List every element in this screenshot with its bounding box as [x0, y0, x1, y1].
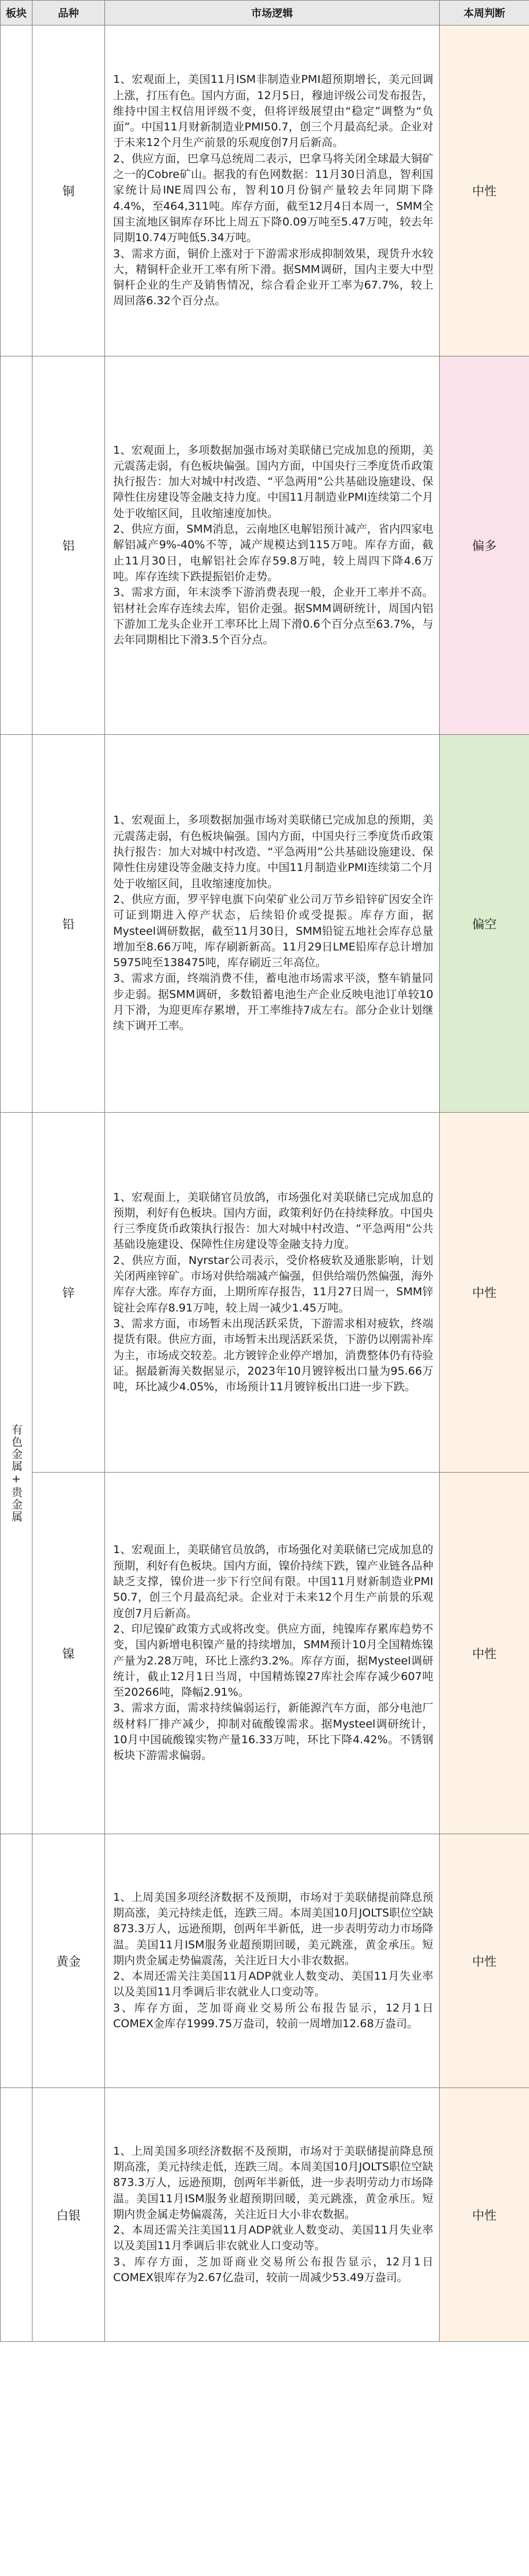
- table-row: [1, 735, 529, 1113]
- judgment-cell: 中性: [440, 1113, 529, 1473]
- judgment-cell: 中性: [440, 2088, 529, 2342]
- logic-paragraph: 1、宏观面上，多项数据加强市场对美联储已完成加息的预期，美元震荡走弱，有色板块偏强。国内方面，中国央行三季度货币政策执行报告：加大对城中村改造、“平急两用”公共基础设施建设、保障性住房建设等金融支持力度。中国11月制造业PMI连续第二个月处于收缩区间，且收缩速度加快。: [113, 814, 433, 890]
- header-block: 板块: [1, 1, 32, 25]
- variety-cell: 镍: [32, 1473, 105, 1834]
- block-empty-cell: [1, 735, 32, 1113]
- logic-paragraph: 2、本周还需关注美国11月ADP就业人数变动、美国11月失业率以及美国11月季调后非农就业人口变动等。: [113, 2224, 433, 2253]
- judgment-cell: 中性: [440, 1834, 529, 2088]
- logic-paragraph: 2、供应方面，Nyrstar公司表示，受价格疲软及通胀影响，计划关闭两座锌矿。市场对供给端减产偏强，但供给端仍然偏强，海外库存大涨。库存方面，上期所库存报告，11月27日周一，SMM锌锭社会库存8.91万吨，较上周一减少1.45万吨。: [113, 1254, 433, 1314]
- judgment-cell: 偏多: [440, 356, 529, 735]
- logic-paragraph: 2、供应方面，SMM消息，云南地区电解铝预计减产，省内四家电解铝减产9%-40%不等，减产规模达到115万吨。库存方面，截止11月30日，电解铝社会库存59.8万吨，较上周四下降4.6万吨。库存连续下跌提振铝价走势。: [113, 523, 433, 583]
- variety-cell: 白银: [32, 2088, 105, 2342]
- judgment-cell: 中性: [440, 1473, 529, 1834]
- table-row: [1, 1473, 529, 1834]
- logic-cell: [105, 1834, 440, 2088]
- table-row: [1, 2088, 529, 2342]
- logic-paragraph: 3、需求方面，铜价上涨对于下游需求形成抑制效果，现货升水较大，精铜杆企业开工率有所下滑。据SMM调研，国内主要大中型铜杆企业的生产及销售情况，综合看企业开工率为67.7%，较上周回落6.32个百分点。: [113, 247, 433, 308]
- variety-cell: 铅: [32, 735, 105, 1113]
- logic-paragraph: 3、需求方面，终端消费不佳，蓄电池市场需求平淡，整车销量同步走弱。据SMM调研，多数铅蓄电池生产企业反映电池订单较10月下滑，为迎更库存累增，开工率维持7成左右。部分企业计划继续下调开工率。: [113, 972, 433, 1033]
- logic-paragraph: 1、上周美国多项经济数据不及预期，市场对于美联储提前降息预期高涨，美元持续走低，连跌三周。本周美国10月JOLTS职位空缺873.3万人，远逊预期，创两年半新低，进一步表明劳动力市场降温。美国11月ISM服务业超预期回暖，美元跳涨，黄金承压。短期内贵金属走势偏震荡，关注近日大小非农数据。: [113, 1890, 433, 1967]
- table-row: [1, 1113, 529, 1473]
- logic-paragraph: 3、库存方面，芝加哥商业交易所公布报告显示，12月1日COMEX银库存为2.67亿盎司，较前一周减少53.49万盎司。: [113, 2255, 433, 2284]
- logic-paragraph: 2、供应方面，巴拿马总统周二表示，巴拿马将关闭全球最大铜矿之一的Cobre矿山。据我的有色网数据：11月30日消息，智利国家统计局INE周四公布，智利10月份铜产量较去年同期下降4.4%，至464,311吨。库存方面，截至12月4日本周一，SMM全国主流地区铜库存环比上周五下降0.09万吨至5.47万吨，较去年同期10.74万吨低5.34万吨。: [113, 152, 433, 245]
- logic-paragraph: 2、本周还需关注美国11月ADP就业人数变动、美国11月失业率以及美国11月季调后非农就业人口变动等。: [113, 1970, 433, 1999]
- table-row: [1, 1834, 529, 2088]
- logic-paragraph: 1、宏观面上，美联储官员放鸽，市场强化对美联储已完成加息的预期，利好有色板块。国内方面，镍价持续下跌，镍产业链各品种缺乏支撑，镍价进一步下行空间有限。中国11月财新制造业PMI 50.7，创三个月最高纪录。企业对于未来12个月生产前景的乐观度创7月后新高。: [113, 1543, 433, 1620]
- variety-cell: 铜: [32, 25, 105, 356]
- logic-paragraph: 1、上周美国多项经济数据不及预期，市场对于美联储提前降息预期高涨，美元持续走低，连跌三周。本周美国10月JOLTS职位空缺873.3万人，远逊预期，创两年半新低，进一步表明劳动力市场降温。美国11月ISM服务业超预期回暖，美元跳涨，黄金承压。短期内贵金属走势偏震荡，关注近日大小非农数据。: [113, 2144, 433, 2221]
- logic-paragraph: 1、宏观面上，多项数据加强市场对美联储已完成加息的预期，美元震荡走弱，有色板块偏强。国内方面，中国央行三季度货币政策执行报告：加大对城中村改造、“平急两用”公共基础设施建设、保障性住房建设等金融支持力度。中国11月制造业PMI连续第二个月处于收缩区间，且收缩速度加快。: [113, 443, 433, 520]
- header-logic: 市场逻辑: [105, 1, 440, 25]
- logic-cell: [105, 356, 440, 735]
- logic-paragraph: 3、库存方面，芝加哥商业交易所公布报告显示，12月1日COMEX金库存1999.75万盎司，较前一周增加12.68万盎司。: [113, 2001, 433, 2031]
- logic-paragraph: 2、印尼镍矿政策方式或将改变。供应方面，纯镍库存累库趋势不变，国内新增电积镍产量的持续增加，SMM预计10月全国精炼镍产量为2.28万吨，环比上涨约3.2%。库存方面，据Mysteel调研统计，截止12月1日当周，中国精炼镍27库社会库存减少607吨至20266吨，降幅2.91%。: [113, 1622, 433, 1699]
- logic-cell: [105, 1473, 440, 1834]
- logic-cell: [105, 25, 440, 356]
- table-header-row: [1, 1, 529, 25]
- block-empty-cell: [1, 25, 32, 356]
- block-empty-cell: [1, 2088, 32, 2342]
- logic-paragraph: 1、宏观面上，美联储官员放鸽，市场强化对美联储已完成加息的预期，利好有色板块。国内方面，政策利好仍在持续释放。中国央行三季度货币政策执行报告：加大对城中村改造、“平急两用”公共基础设施建设、保障性住房建设等金融支持力度。: [113, 1190, 433, 1251]
- variety-cell: 黄金: [32, 1834, 105, 2088]
- logic-paragraph: 3、需求方面，需求持续偏弱运行，新能源汽车方面，部分电池厂级材料厂排产减少，抑制对硫酸镍需求。据Mysteel调研统计，10月中国硫酸镍实物产量16.33万吨，环比下降4.42%。不锈钢板块下游需求偏弱。: [113, 1701, 433, 1762]
- variety-cell: 锌: [32, 1113, 105, 1473]
- variety-cell: 铝: [32, 356, 105, 735]
- logic-paragraph: 2、供应方面，罗平锌电旗下向荣矿业公司万节乡铅锌矿因安全许可证到期进入停产状态，后续铅价或受提振。库存方面，据Mysteel调研数据，截至11月30日，SMM铅锭五地社会库存总量增加至8.66万吨，库存刷新新高。11月29日LME铅库存总计增加5975吨至138475吨，库存刷近三年高位。: [113, 892, 433, 970]
- block-empty-cell: [1, 1834, 32, 2088]
- logic-cell: [105, 2088, 440, 2342]
- block-sector-cell: 有色金属+贵金属: [1, 1113, 32, 1834]
- block-empty-cell: [1, 356, 32, 735]
- header-variety: 品种: [32, 1, 105, 25]
- table-row: [1, 356, 529, 735]
- judgment-cell: 中性: [440, 25, 529, 356]
- logic-cell: [105, 1113, 440, 1473]
- header-judgment: 本周判断: [440, 1, 529, 25]
- logic-paragraph: 3、需求方面，市场暂未出现活跃采货，下游需求相对疲软，终端提货有限。供应方面，市场暂未出现活跃采货，下游仍以刚需补库为主，市场成交较差。北方镀锌企业停产增加，消费整体仍有待验证。据最新海关数据显示，2023年10月镀锌板出口量为95.66万吨，环比减少4.05%，市场预计11月镀锌板出口进一步下跌。: [113, 1317, 433, 1394]
- logic-paragraph: 1、宏观面上，美国11月ISM非制造业PMI超预期增长，美元回调上涨，打压有色。国内方面，12月5日，穆迪评级公司发布报告，维持中国主权信用评级不变，但将评级展望由“稳定”调整为“负面”。中国11月财新制造业PMI50.7，创三个月最高纪录。企业对于未来12个月生产前景的乐观度创7月后新高。: [113, 73, 433, 150]
- logic-paragraph: 3、需求方面，年末淡季下游消费表现一般，企业开工率并不高。铝材社会库存连续去库，铝价走强。据SMM调研统计，周国内铝下游加工龙头企业开工率环比上周下滑0.6个百分点至63.7%，与去年同期相比下滑3.5个百分点。: [113, 586, 433, 647]
- table-row: [1, 25, 529, 356]
- logic-cell: [105, 735, 440, 1113]
- judgment-cell: 偏空: [440, 735, 529, 1113]
